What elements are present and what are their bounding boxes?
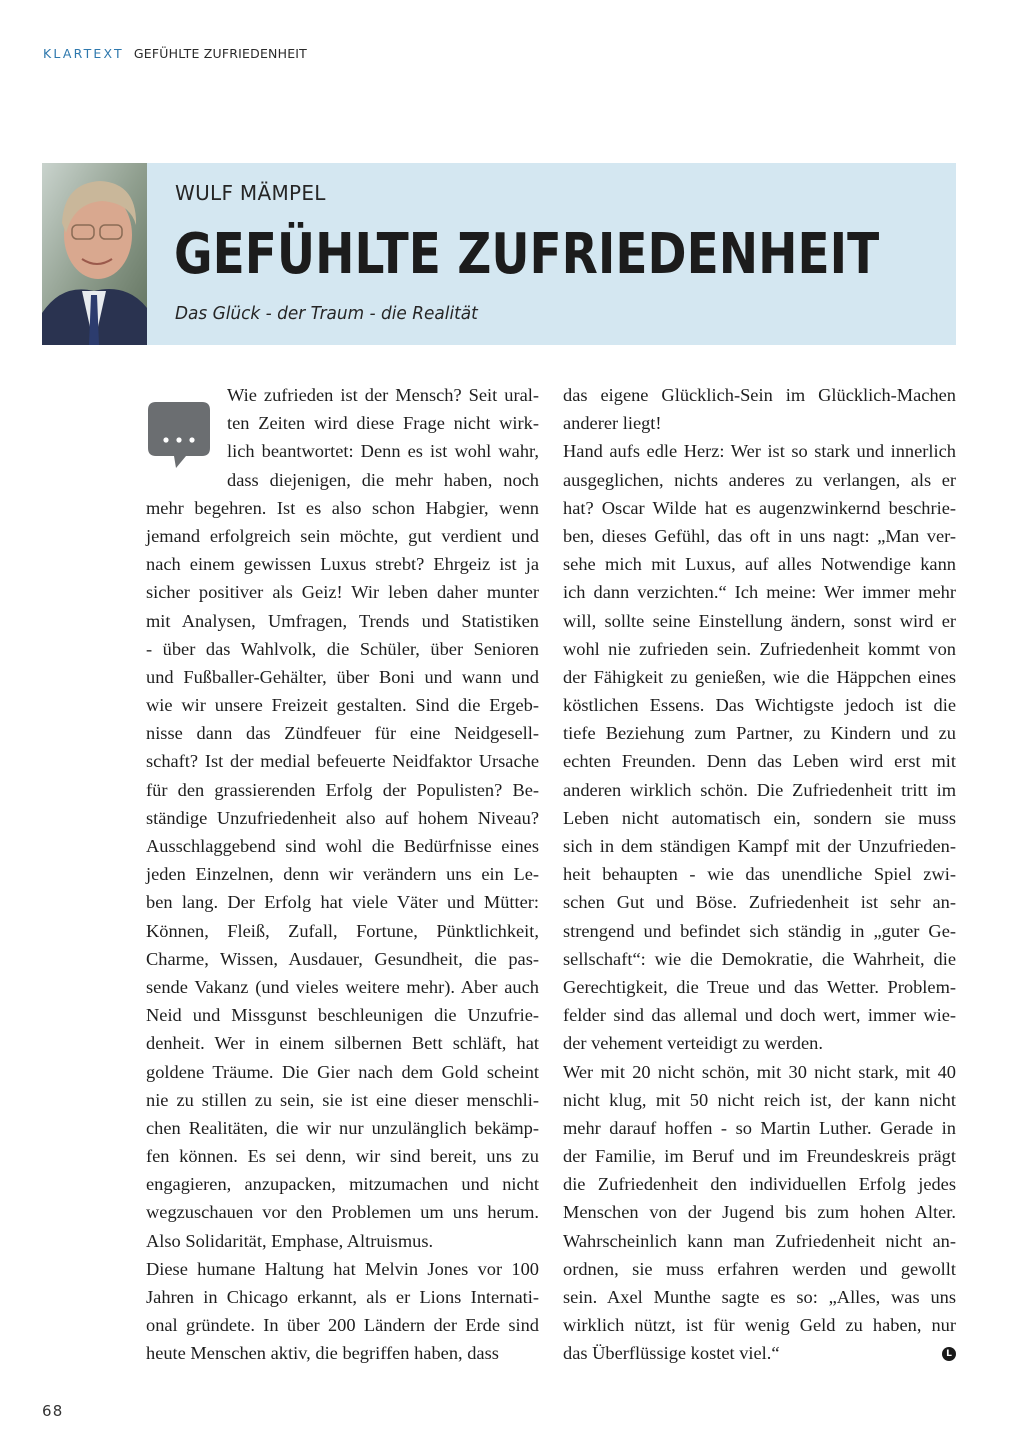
text-line: Hand aufs edle Herz: Wer ist so stark und innerlich <box>563 441 956 462</box>
text-line: der Familie, im Beruf und im Freundeskreis prägt <box>563 1146 956 1167</box>
text-line: mehr begehren. Ist es also schon Habgier, wenn <box>146 497 539 518</box>
text-line: goldene Träume. Die Gier nach dem Gold scheint <box>146 1061 539 1082</box>
text-line: Können, Fleiß, Zufall, Fortune, Pünktlichkeit, <box>146 920 539 941</box>
page-number: 68 <box>42 1402 64 1420</box>
text-line: fen können. Es sei denn, wir sind bereit, uns zu <box>146 1146 539 1167</box>
text-line: Neid und Missgunst beschleunigen die Unzufrie- <box>146 1005 539 1026</box>
text-line: nicht klug, mit 50 nicht reich ist, der kann nicht <box>563 1089 956 1110</box>
text-line: nach einem gewissen Luxus strebt? Ehrgeiz ist ja <box>146 554 539 575</box>
text-line: ten Zeiten wird diese Frage nicht wirk- <box>227 413 539 434</box>
text-line: der vehement verteidigt zu werden. <box>563 1033 823 1054</box>
text-line: für den grassierenden Erfolg der Populisten? Be- <box>146 779 539 800</box>
text-line: Jahren in Chicago erkannt, als er Lions Internati- <box>146 1287 539 1307</box>
text-line: wirklich nützt, ist für wenig Geld zu haben, nur <box>563 1315 956 1336</box>
text-line: sich in dem ständigen Kampf mit der Unzufrieden- <box>563 836 956 856</box>
text-line: mit Analysen, Umfragen, Trends und Statistiken <box>146 610 539 631</box>
text-line: hat? Oscar Wilde hat es augenzwinkernd beschrie- <box>563 497 956 518</box>
text-line: Menschen von der Jugend bis zum hohen Alter. <box>563 1202 956 1223</box>
text-line: wegzuschauen vor den Problemen um uns herum. <box>146 1202 539 1223</box>
text-line: anderen wirklich schön. Die Zufriedenheit tritt im <box>563 779 956 800</box>
text-line: sende Vakanz (und vieles weitere mehr). Aber auch <box>146 976 539 997</box>
text-line: wohl nie zufrieden sein. Zufriedenheit kommt von <box>563 638 956 659</box>
running-head-title: GEFÜHLTE ZUFRIEDENHEIT <box>133 46 308 61</box>
text-line: köstlichen Essens. Das Wichtigste jedoch ist die <box>563 695 956 716</box>
text-line: lich beantwortet: Denn es ist wohl wahr, <box>227 441 539 462</box>
text-line: jemand erfolgreich sein möchte, gut verdient und <box>146 525 539 546</box>
text-line: ben, dieses Gefühl, das oft in uns nagt: „Man ver- <box>563 525 956 546</box>
article-column-right <box>563 381 956 1368</box>
running-head <box>43 46 307 61</box>
text-line: ständige Unzufriedenheit also auf hohem Niveau? <box>146 807 539 828</box>
text-line: jeden Einzelnen, denn wir verändern uns ein Le- <box>146 864 539 885</box>
article-subtitle: Das Glück - der Traum - die Realität <box>175 303 478 324</box>
text-line: wie wir unsere Freizeit gestalten. Sind die Ergeb- <box>146 695 539 716</box>
text-line: will, sollte seine Einstellung ändern, sonst wird er <box>563 610 956 631</box>
text-line: Also Solidarität, Emphase, Altruismus. <box>146 1230 434 1251</box>
text-line: das Überflüssige kostet viel.“ <box>563 1343 780 1364</box>
text-line: Diese humane Haltung hat Melvin Jones vor 100 <box>146 1258 539 1279</box>
text-line: sehe mich mit Luxus, auf alles Notwendige kann <box>563 554 956 575</box>
author-photo <box>42 163 147 345</box>
text-line: onal gründete. In über 200 Ländern der Erde sind <box>146 1315 539 1336</box>
text-line: der Fähigkeit zu genießen, wie die Häppchen eines <box>563 666 956 687</box>
article-title: GEFÜHLTE ZUFRIEDENHEIT <box>174 222 880 287</box>
lions-end-mark-icon: L <box>942 1347 956 1361</box>
text-line: ordnen, sie muss erfahren werden und gewollt <box>563 1258 956 1279</box>
text-line: denheit. Wer in einem silbernen Bett schläft, hat <box>146 1033 539 1054</box>
text-line: anderer liegt! <box>563 413 662 434</box>
text-line: ausgeglichen, nichts anderes zu verlangen, als er <box>563 469 956 490</box>
text-line: - über das Wahlvolk, die Schüler, über Senioren <box>146 638 539 659</box>
text-line: das eigene Glücklich-Sein im Glücklich-Machen <box>563 385 956 405</box>
text-line: engagieren, anzupacken, mitzumachen und nicht <box>146 1174 539 1195</box>
text-line: sellschaft“: wie die Demokratie, die Wahrheit, die <box>563 948 956 969</box>
text-line: Wie zufrieden ist der Mensch? Seit ural- <box>227 385 539 405</box>
text-line: Charme, Wissen, Ausdauer, Gesundheit, die pas- <box>146 948 539 969</box>
text-line: Leben nicht automatisch ein, sondern sie muss <box>563 807 956 828</box>
section-label: KLARTEXT <box>43 46 124 61</box>
text-line: sein. Axel Munthe sagte es so: „Alles, was uns <box>563 1287 956 1307</box>
text-line: Gerechtigkeit, die Treue und das Wetter. Problem- <box>563 976 956 997</box>
text-line: nie zu stillen zu sein, sie ist eine dieser menschli- <box>146 1089 539 1110</box>
text-line: echten Freunden. Denn das Leben wird erst mit <box>563 751 956 772</box>
author-portrait-image <box>42 163 147 345</box>
text-line: heute Menschen aktiv, die begriffen haben, dass <box>146 1343 499 1364</box>
text-line: sicher positiver als Geiz! Wir leben daher munter <box>146 582 539 603</box>
text-line: felder sind das allemal und doch wert, immer wie- <box>563 1005 956 1026</box>
text-line: chen Realitäten, die wir nur unzulänglich bekämp- <box>146 1117 539 1138</box>
text-line: Ausschlaggebend sind wohl die Bedürfnisse eines <box>146 836 539 856</box>
text-line: und Fußballer-Gehälter, über Boni und wann und <box>146 666 539 687</box>
text-line: ich dann verzichten.“ Ich meine: Wer immer mehr <box>563 582 956 603</box>
article-header <box>147 163 956 345</box>
text-line: tiefe Beziehung zum Partner, zu Kindern und zu <box>563 723 956 744</box>
text-line: schen Gut und Böse. Zufriedenheit ist sehr an- <box>563 892 956 913</box>
text-line: Wer mit 20 nicht schön, mit 30 nicht stark, mit 40 <box>563 1061 956 1082</box>
text-line: ben lang. Der Erfolg hat viele Väter und Mütter: <box>146 892 539 913</box>
text-line: Wahrscheinlich kann man Zufriedenheit nicht an- <box>563 1230 956 1251</box>
text-line: dass diejenigen, die mehr haben, noch <box>227 469 539 490</box>
author-name: WULF MÄMPEL <box>175 181 326 205</box>
text-line: strengend und befindet sich ständig in „guter Ge- <box>563 920 956 941</box>
text-line: die Zufriedenheit den individuellen Erfolg jedes <box>563 1174 956 1195</box>
text-line: mehr darauf hoffen - so Martin Luther. Gerade in <box>563 1117 956 1138</box>
article-column-left <box>146 381 539 1368</box>
text-line: nisse dann das Zündfeuer für eine Neidgesell- <box>146 723 539 744</box>
text-line: schaft? Ist der medial befeuerte Neidfaktor Ursache <box>146 751 539 772</box>
text-line: heit behaupten - wie das unendliche Spiel zwi- <box>563 864 956 885</box>
